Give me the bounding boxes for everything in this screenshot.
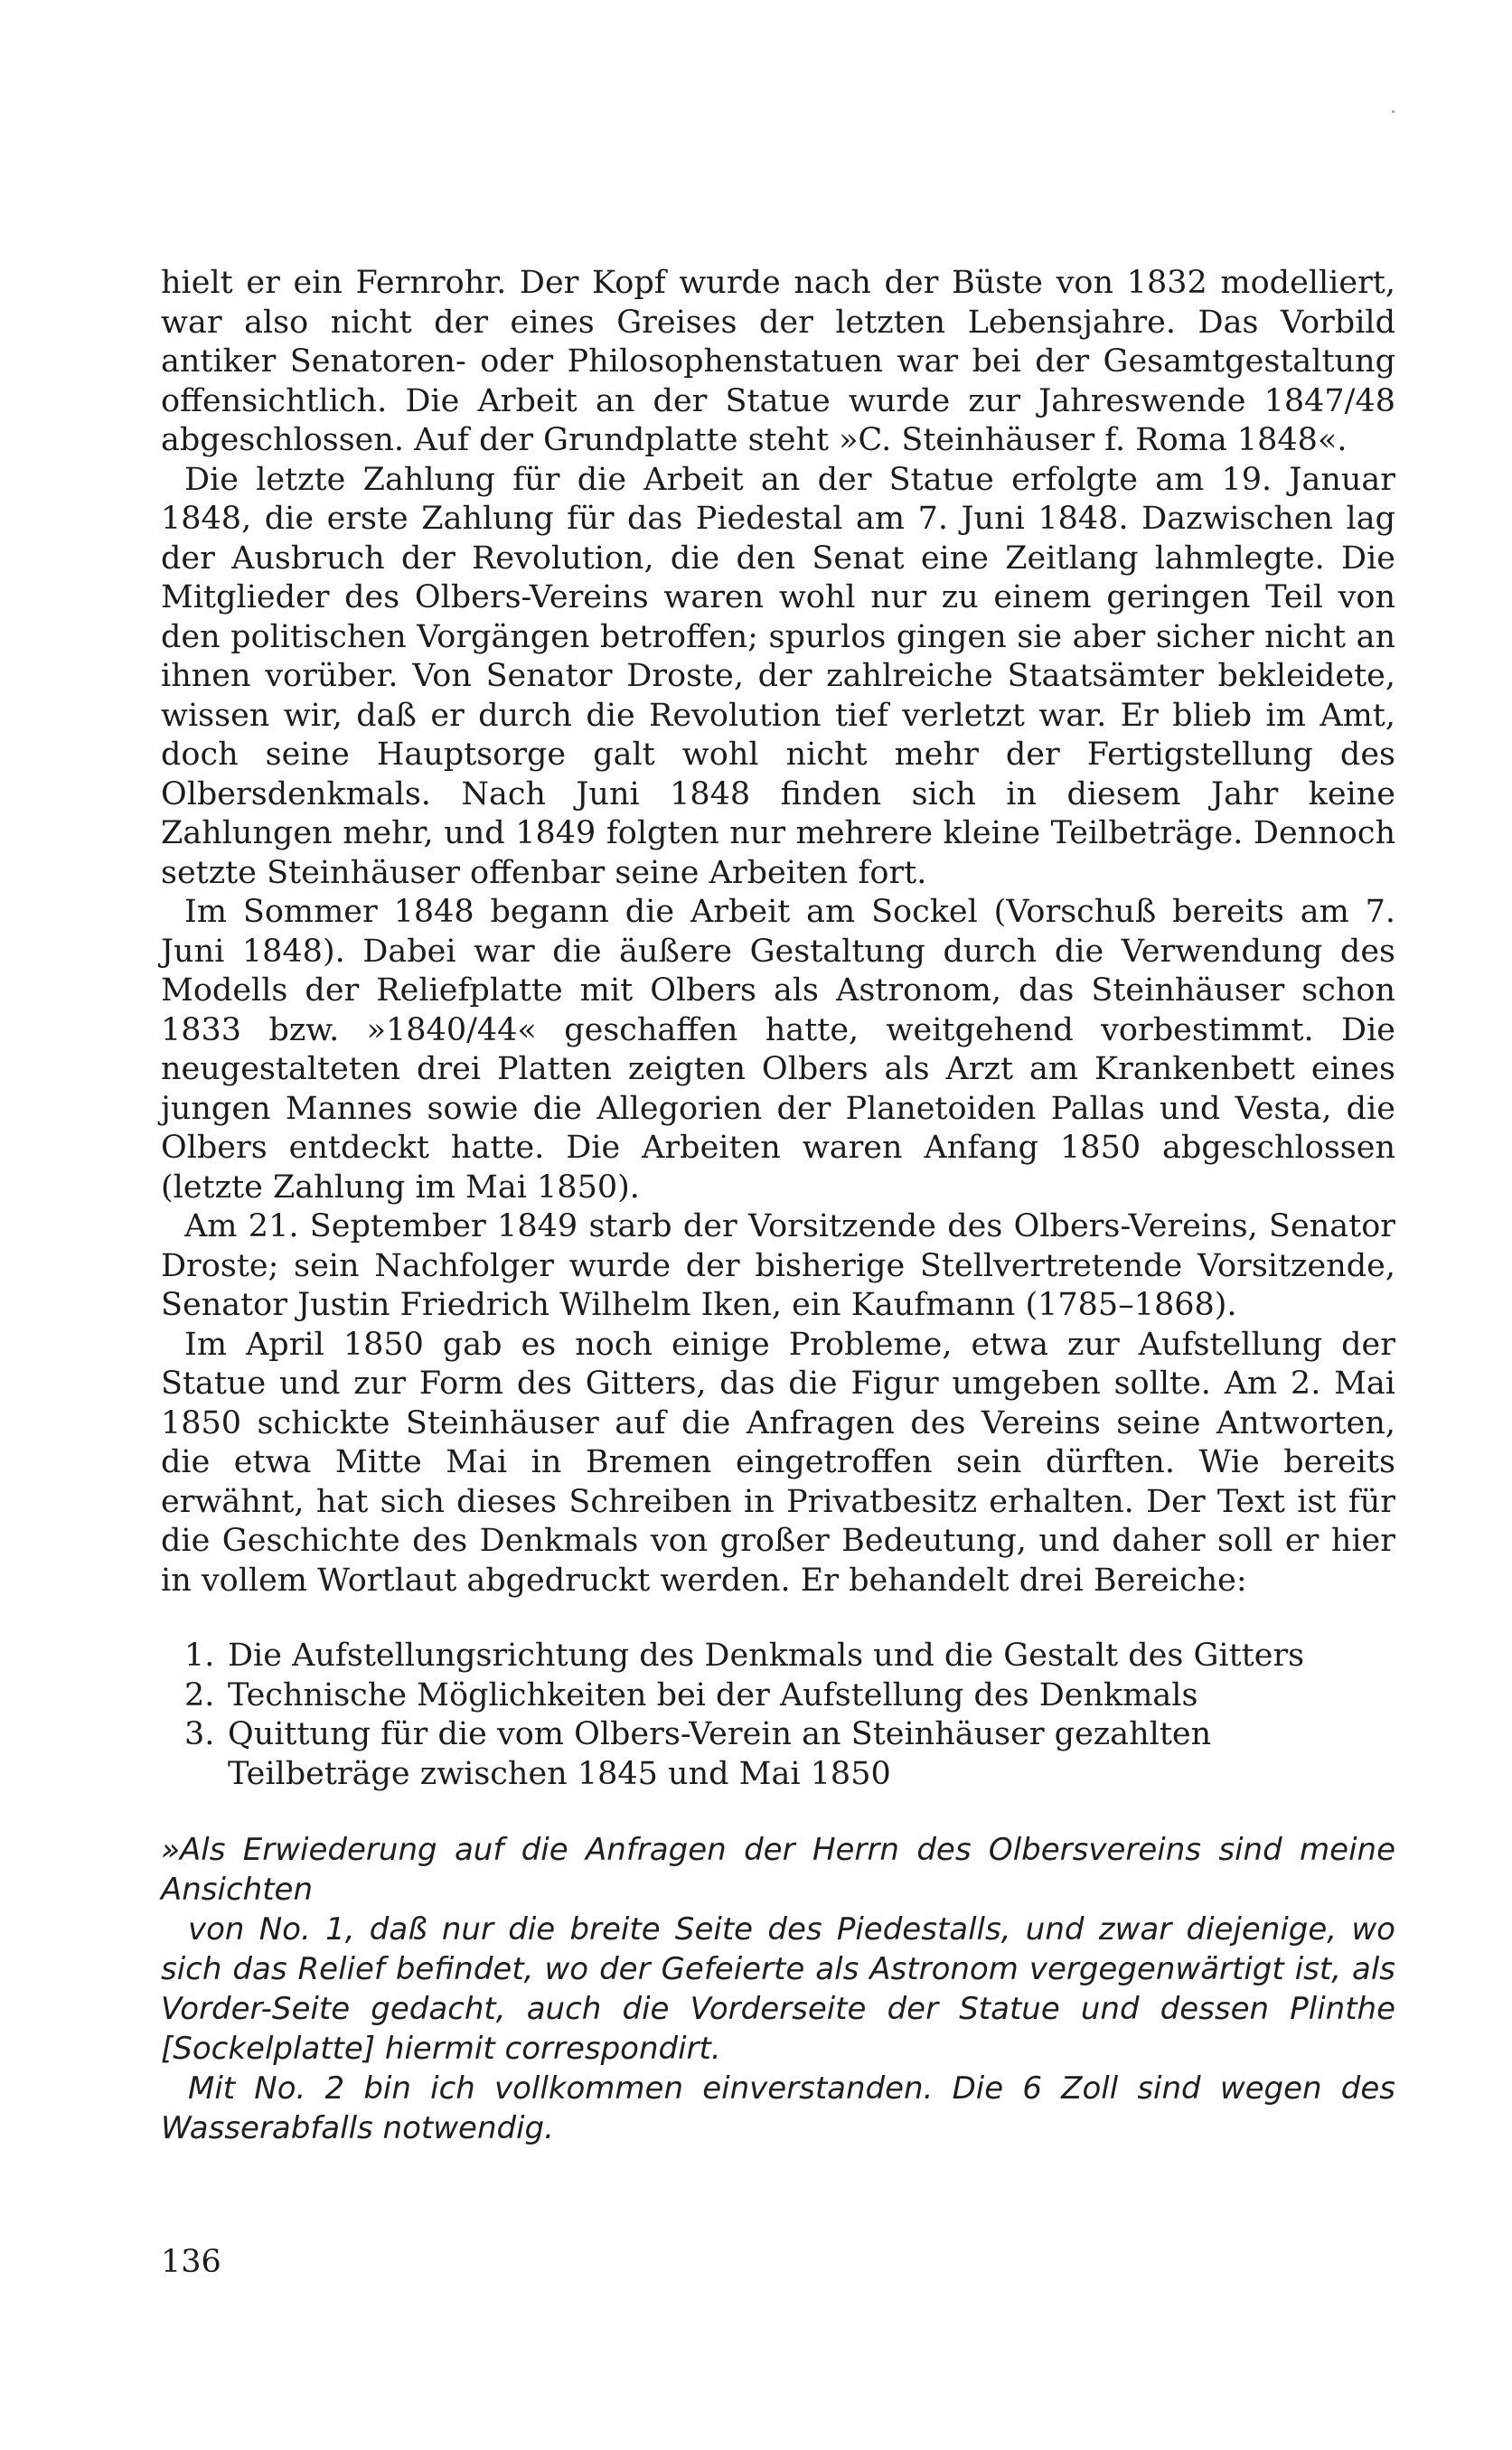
- paragraph-3: Im Sommer 1848 begann die Arbeit am Sockel (Vorschuß bereits am 7. Juni 1848). Dabei war die äußere Gestaltung durch die Verwendung des Modells der Reliefplatte mit Olbers als Astronom, das Steinhäuser schon 1833 bzw. »1840/44« geschaffen hatte, weitgehend vorbestimmt. Die neugestalteten drei Platten zeigten Olbers als Arzt am Krankenbett eines jungen Mannes sowie die Allegorien der Planetoiden Pallas und Vesta, die Olbers entdeckt hatte. Die Arbeiten waren Anfang 1850 abgeschlossen (letzte Zahlung im Mai 1850).: [161, 894, 1395, 1206]
- paragraph-2: Die letzte Zahlung für die Arbeit an der Statue erfolgte am 19. Januar 1848, die erste Zahlung für das Piedestal am 7. Juni 1848. Dazwischen lag der Ausbruch der Revolution, die den Senat eine Zeitlang lahmlegte. Die Mitglieder des Olbers-Vereins waren wohl nur zu einem geringen Teil von den politischen Vorgängen betroffen; spurlos gingen sie aber sicher nicht an ihnen vorüber. Von Senator Droste, der zahlreiche Staatsämter bekleidete, wissen wir, daß er durch die Revolution tief verletzt war. Er blieb im Amt, doch seine Hauptsorge galt wohl nicht mehr der Fertigstellung des Olbersdenkmals. Nach Juni 1848 finden sich in diesem Jahr keine Zahlungen mehr, und 1849 folgten nur mehrere kleine Teilbeträge. Dennoch setzte Steinhäuser offenbar seine Arbeiten fort.: [161, 461, 1395, 891]
- topic-list: [161, 1637, 1395, 1794]
- list-item: [161, 1637, 1395, 1676]
- letter-quote: [161, 1830, 1395, 2148]
- quote-point-1: von No. 1, daß nur die breite Seite des Piedestalls, und zwar diejenige, wo sich das Relief befindet, wo der Gefeierte als Astronom vergegenwärtigt ist, als Vorder-Seite gedacht, auch die Vorderseite der Statue und dessen Plinthe [Sockelplatte] hiermit correspondirt.: [161, 1911, 1395, 2067]
- paragraph-5: Im April 1850 gab es noch einige Probleme, etwa zur Aufstellung der Statue und zur Form des Gitters, das die Figur umgeben sollte. Am 2. Mai 1850 schickte Steinhäuser auf die Anfragen des Vereins seine Antworten, die etwa Mitte Mai in Bremen eingetroffen sein dürften. Wie bereits erwähnt, hat sich dieses Schreiben in Privatbesitz erhalten. Der Text ist für die Geschichte des Denkmals von großer Bedeutung, und daher soll er hier in vollem Wortlaut abgedruckt werden. Er behandelt drei Bereiche:: [161, 1326, 1395, 1599]
- list-item-text: Quittung für die vom Olbers-Verein an Steinhäuser gezahlten Teilbeträge zwischen 1845 und Mai 1850: [228, 1716, 1212, 1792]
- body-text: [161, 264, 1395, 2148]
- list-item-number: 1.: [184, 1638, 215, 1674]
- scan-speck: [1392, 110, 1395, 113]
- list-item: [161, 1676, 1395, 1716]
- page-number: 136: [161, 2244, 221, 2280]
- list-item: [161, 1715, 1395, 1794]
- list-item-text: Die Aufstellungsrichtung des Denkmals und die Gestalt des Gitters: [228, 1638, 1305, 1674]
- list-item-text: Technische Möglichkeiten bei der Aufstellung des Denkmals: [228, 1676, 1198, 1713]
- list-item-number: 3.: [184, 1716, 215, 1752]
- paragraph-4: Am 21. September 1849 starb der Vorsitzende des Olbers-Vereins, Senator Droste; sein Nachfolger wurde der bisherige Stellvertretende Vorsitzende, Senator Justin Friedrich Wilhelm Iken, ein Kaufmann (1785–1868).: [161, 1208, 1395, 1323]
- list-item-number: 2.: [184, 1676, 215, 1713]
- quote-opening: »Als Erwiederung auf die Anfragen der Herrn des Olbersvereins sind meine Ansichten: [161, 1832, 1395, 1908]
- quote-point-2: Mit No. 2 bin ich vollkommen einverstanden. Die 6 Zoll sind wegen des Wasserabfalls notwendig.: [161, 2070, 1395, 2146]
- paragraph-1: hielt er ein Fernrohr. Der Kopf wurde nach der Büste von 1832 modelliert, war also nicht der eines Greises der letzten Lebensjahre. Das Vorbild antiker Senatoren- oder Philosophenstatuen war bei der Gesamtgestaltung offensichtlich. Die Arbeit an der Statue wurde zur Jahreswende 1847/48 abgeschlossen. Auf der Grundplatte steht »C. Steinhäuser f. Roma 1848«.: [161, 265, 1395, 458]
